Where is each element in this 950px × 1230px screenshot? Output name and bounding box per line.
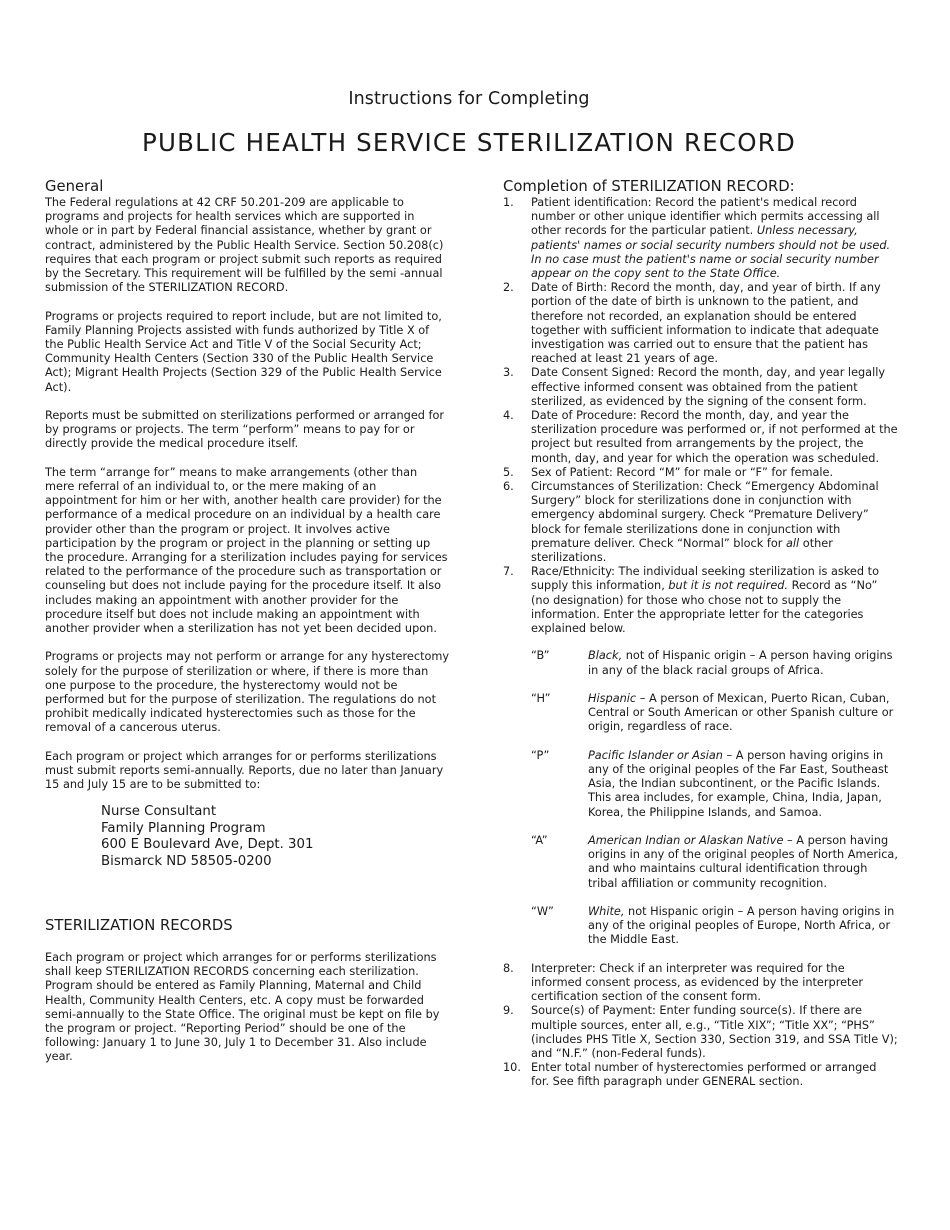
race-category-list bbox=[531, 649, 898, 947]
item-text: Race/Ethnicity: The individual seeking sterilization is asked to supply this information, bbox=[531, 565, 879, 593]
race-code: “P” bbox=[531, 748, 550, 762]
general-paragraph-5: Programs or projects may not perform or arrange for any hysterectomy solely for the purpose of sterilization or where, if there is more than one purpose to the procedure, the hysterectomy would not be performed but for the purpose of sterilization. The regulations do not prohibit medically indicated hysterectomies such as those for the removal of a cancerous uterus. bbox=[45, 650, 450, 735]
item-number: 3. bbox=[503, 366, 514, 380]
right-column bbox=[503, 178, 898, 1090]
race-row-white bbox=[531, 905, 898, 948]
sterilization-records-paragraph: Each program or project which arranges for or performs sterilizations shall keep STERILIZATION RECORDS concerning each sterilization. Program should be entered as Family Planning, Maternal and Child Health, Community Health Centers, etc. A copy must be forwarded semi-annually to the State Office. The original must be kept on file by the program or project. “Reporting Period” should be one of the following: January 1 to June 30, July 1 to December 31. Also include year. bbox=[45, 951, 440, 1064]
item-number: 7. bbox=[503, 565, 514, 579]
item-text-after: Record as “No” (no designation) for those who chose not to supply the information. Enter the appropriate letter for the categories explained below. bbox=[531, 579, 878, 636]
race-term: Black, bbox=[588, 649, 623, 663]
item-number: 1. bbox=[503, 196, 514, 209]
item-text: Patient identification: Record the patient's medical record number or other unique identifier which permits accessing all other records for the particular patient. bbox=[531, 196, 880, 238]
race-description: – A person of Mexican, Puerto Rican, Cuban, Central or South American or other Spanish culture or origin, regardless of race. bbox=[588, 691, 894, 734]
document-title: PUBLIC HEALTH SERVICE STERILIZATION RECORD bbox=[141, 128, 796, 157]
instruction-item-7 bbox=[503, 565, 898, 636]
document-subtitle: Instructions for Completing bbox=[348, 89, 590, 109]
address-line-1: Nurse Consultant bbox=[101, 804, 217, 820]
race-description: – A person having origins in any of the original peoples of the Far East, Southeast Asia, the Indian subcontinent, or the Pacific Islands. This area includes, for example, China, India, Japan, Korea, the Philippine Islands, and Samoa. bbox=[588, 748, 889, 819]
general-paragraph-4: The term “arrange for” means to make arrangements (other than mere referral of an individual to, or the mere making of an appointment for him or her with, another health care provider) for the performance of a medical procedure on an individual by a health care provider other than the program or project. It involves active participation by the program or project in the planning or setting up the procedure. Arranging for a sterilization includes paying for services related to the performance of the procedure such as transportation or counseling but does not include paying for the procedure itself. It also includes making an appointment with another provider for the procedure itself but does not include making an appointment with another provider when a sterilization has not yet been decided upon. bbox=[45, 465, 448, 636]
item-text: Date of Birth: Record the month, day, and year of birth. If any portion of the date of birth is unknown to the patient, and therefore not recorded, an explanation should be entered together with sufficient information to indicate that adequate investigation was carried out to ensure that the patient has reached at least 21 years of age. bbox=[531, 281, 881, 366]
item-text: Sex of Patient: Record “M” for male or “F” for female. bbox=[531, 465, 834, 479]
item-number: 4. bbox=[503, 409, 514, 423]
race-code: “A” bbox=[531, 833, 548, 847]
instruction-list-continued bbox=[503, 962, 898, 1090]
general-paragraph-1: The Federal regulations at 42 CRF 50.201-209 are applicable to programs and projects for health services which are supported in whole or in part by Federal financial assistance, whether by grant or contract, administered by the Public Health Service. Section 50.208(c) requires that each program or project submit such reports as required by the Secretary. This requirement will be fulfilled by the semi -annual submission of the STERILIZATION RECORD. bbox=[45, 196, 444, 295]
address-line-4: Bismarck ND 58505-0200 bbox=[101, 853, 272, 869]
instruction-item-10 bbox=[503, 1061, 898, 1089]
completion-heading: Completion of STERILIZATION RECORD: bbox=[503, 178, 795, 195]
race-row-hispanic bbox=[531, 692, 898, 735]
instruction-item-8 bbox=[503, 962, 898, 1005]
race-description: not Hispanic origin – A person having origins in any of the original peoples of Europe, North Africa, or the Middle East. bbox=[588, 904, 895, 947]
item-number: 9. bbox=[503, 1004, 514, 1018]
item-number: 2. bbox=[503, 281, 514, 295]
race-term: American Indian or Alaskan Native bbox=[588, 833, 784, 847]
item-number: 6. bbox=[503, 480, 514, 494]
race-code: “B” bbox=[531, 649, 550, 663]
instruction-list bbox=[503, 196, 898, 636]
item-italic-text: all bbox=[786, 536, 800, 550]
item-text: Circumstances of Sterilization: Check “Emergency Abdominal Surgery” block for sterilizations done in conjunction with emergency abdominal surgery. Check “Premature Delivery” block for female sterilizations done in conjunction with premature deliver. Check “Normal” block for bbox=[531, 480, 879, 550]
address-line-2: Family Planning Program bbox=[101, 820, 266, 836]
instruction-item-4 bbox=[503, 409, 898, 466]
general-paragraph-3: Reports must be submitted on sterilizations performed or arranged for by programs or projects. The term “perform” means to pay for or directly provide the medical procedure itself. bbox=[45, 409, 445, 451]
race-term: Pacific Islander or Asian bbox=[588, 748, 723, 762]
address-line-3: 600 E Boulevard Ave, Dept. 301 bbox=[101, 837, 314, 853]
general-heading: General bbox=[45, 178, 104, 195]
item-text: Interpreter: Check if an interpreter was required for the informed consent process, as evidenced by the interpreter certification section of the consent form. bbox=[531, 961, 864, 1004]
item-number: 5. bbox=[503, 465, 514, 479]
race-row-black bbox=[531, 649, 898, 677]
race-code: “H” bbox=[531, 691, 551, 705]
race-term: Hispanic bbox=[588, 691, 637, 705]
race-row-pacific-islander-asian bbox=[531, 749, 898, 820]
general-paragraph-2: Programs or projects required to report include, but are not limited to, Family Planning Projects assisted with funds authorized by Title X of the Public Health Service Act and Title V of the Social Security Act; Community Health Centers (Section 330 of the Public Health Service Act); Migrant Health Projects (Section 329 of the Public Health Service Act). bbox=[45, 309, 442, 394]
item-text: Enter total number of hysterectomies performed or arranged for. See fifth paragraph under GENERAL section. bbox=[531, 1061, 877, 1089]
instruction-item-1 bbox=[503, 196, 898, 281]
race-code: “W” bbox=[531, 904, 554, 918]
mailing-address bbox=[101, 804, 450, 870]
item-text-after: other sterilizations. bbox=[531, 536, 833, 565]
left-column bbox=[45, 178, 450, 1079]
instruction-item-6 bbox=[503, 480, 898, 565]
instruction-item-9 bbox=[503, 1004, 898, 1061]
instruction-item-2 bbox=[503, 281, 898, 366]
item-text: Source(s) of Payment: Enter funding source(s). If there are multiple sources, enter all, e.g., “Title XIX”; “Title XX”; “PHS” (includes PHS Title X, Section 330, Section 319, and SSA Title V); and “N.F.” (non-Federal funds). bbox=[531, 1004, 898, 1060]
sterilization-records-heading: STERILIZATION RECORDS bbox=[45, 917, 233, 935]
race-row-american-indian bbox=[531, 834, 898, 891]
item-italic-text: but it is not required. bbox=[668, 579, 789, 593]
item-italic-text: Unless necessary, patients' names or social security numbers should not be used. In no case must the patient's name or social security number appear on the copy sent to the State Office. bbox=[531, 224, 891, 281]
general-paragraph-6: Each program or project which arranges for or performs sterilizations must submit reports semi-annually. Reports, due no later than January 15 and July 15 are to be submitted to: bbox=[45, 749, 444, 792]
item-number: 8. bbox=[503, 961, 514, 975]
race-description: not of Hispanic origin – A person having origins in any of the black racial groups of Africa. bbox=[588, 649, 893, 677]
item-number: 10. bbox=[503, 1061, 521, 1075]
item-text: Date Consent Signed: Record the month, day, and year legally effective informed consent was obtained from the patient sterilized, as evidenced by the signing of the consent form. bbox=[531, 366, 886, 408]
instruction-item-3 bbox=[503, 366, 898, 409]
instruction-item-5 bbox=[503, 466, 898, 480]
item-text: Date of Procedure: Record the month, day, and year the sterilization procedure was performed or, if not performed at the project but resulted from arrangements by the project, the month, day, and year for which the operation was scheduled. bbox=[531, 409, 898, 465]
race-term: White, bbox=[588, 904, 625, 918]
race-description: – A person having origins in any of the original peoples of North America, and who maintains cultural identification through tribal affiliation or community recognition. bbox=[588, 833, 898, 890]
